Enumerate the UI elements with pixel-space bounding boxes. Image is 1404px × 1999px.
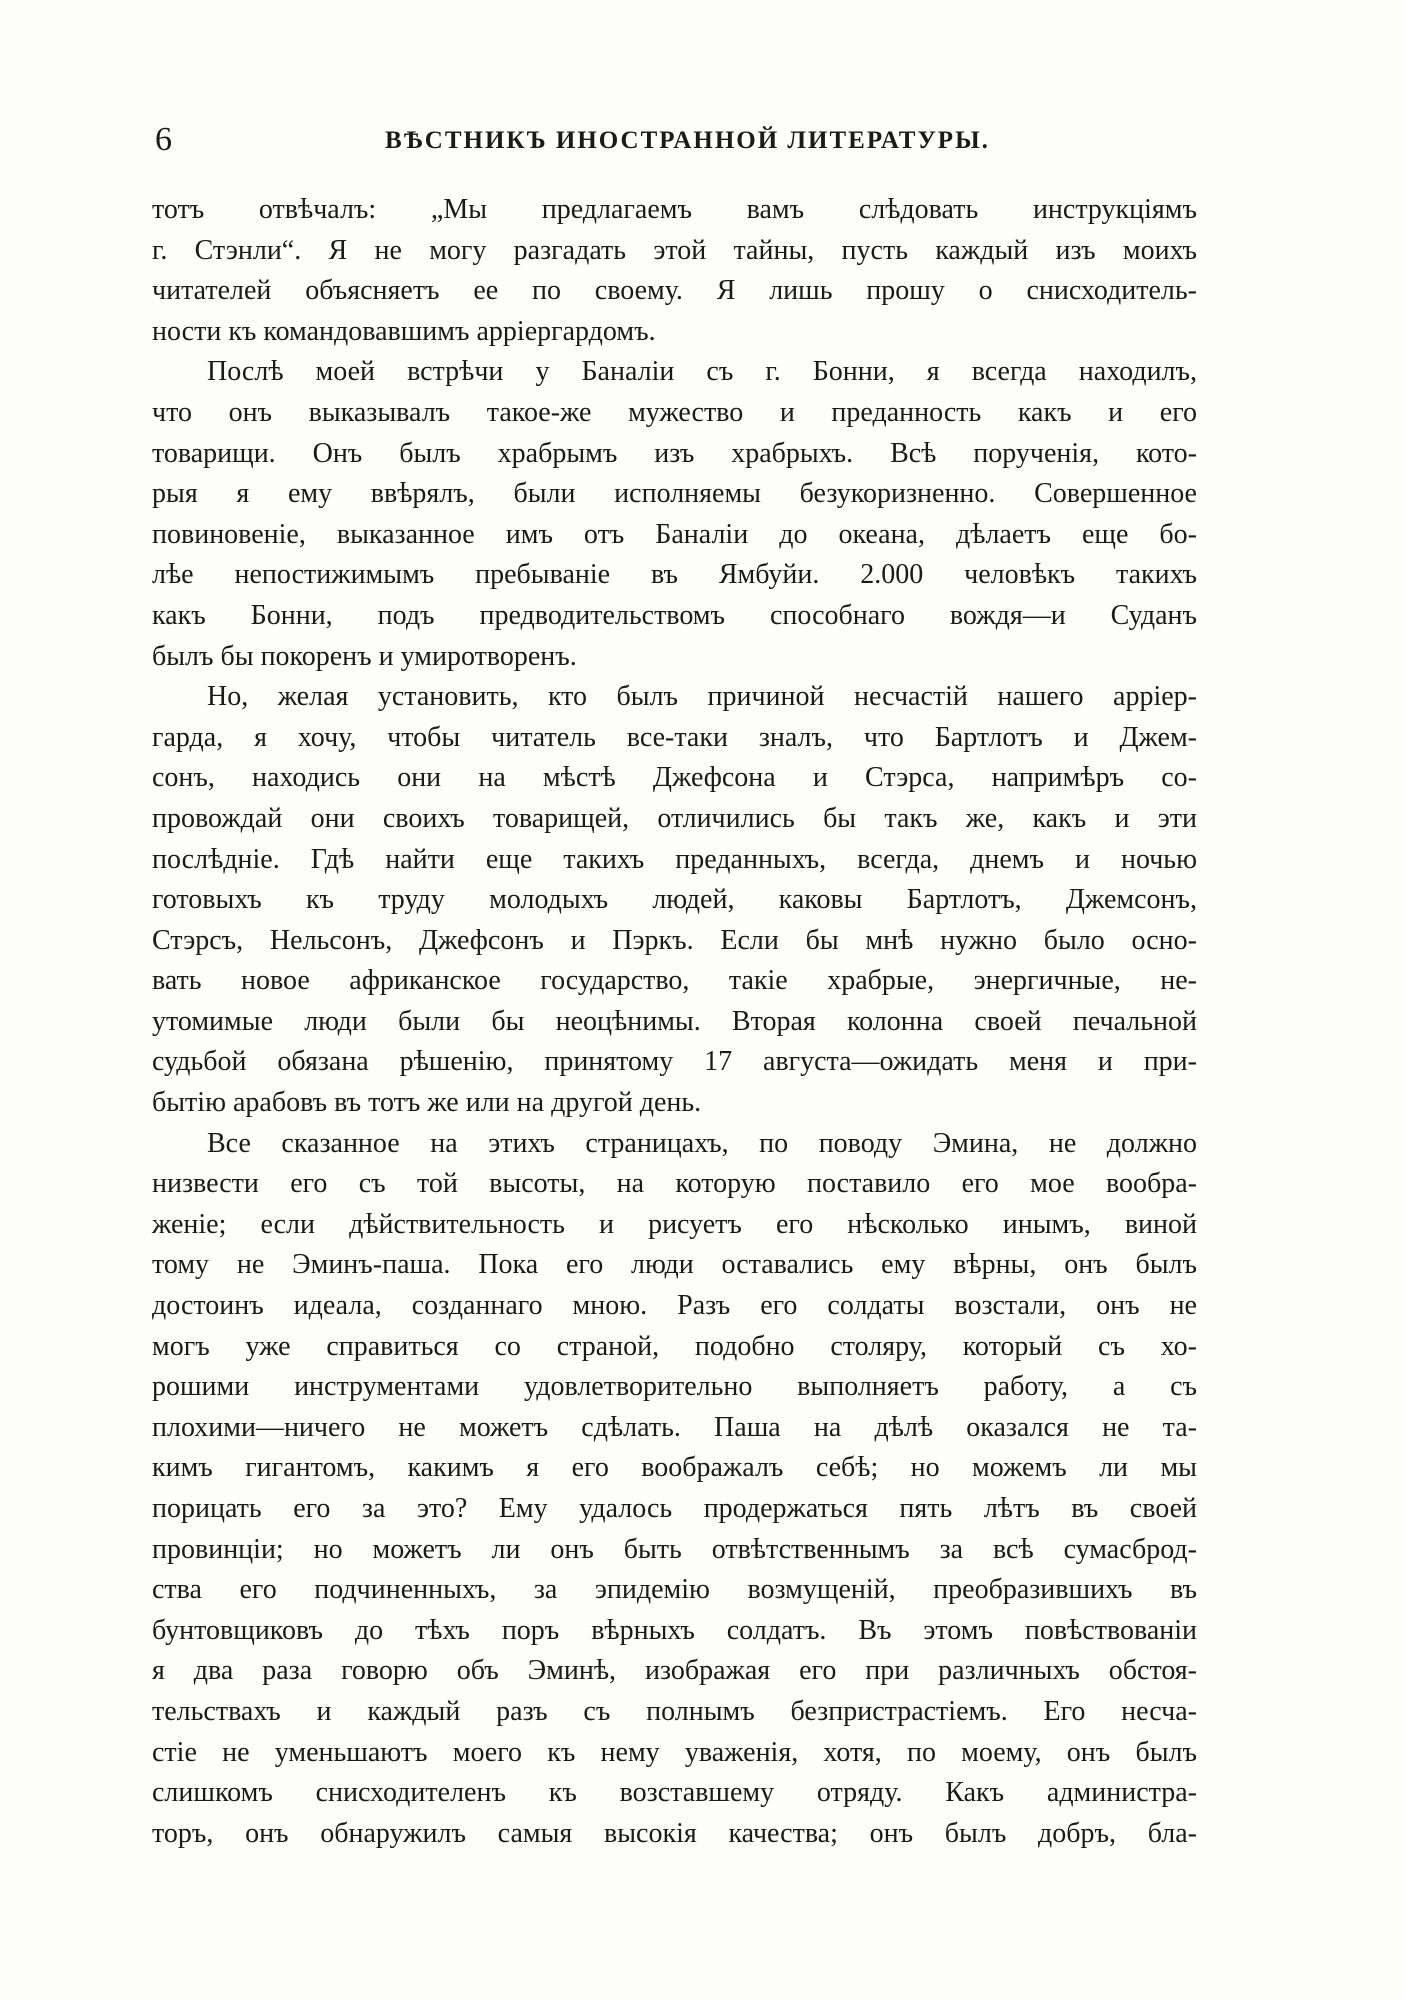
running-title: ВѢСТНИКЪ ИНОСТРАННОЙ ЛИТЕРАТУРЫ. — [385, 127, 990, 154]
text-line: бытію арабовъ въ тотъ же или на другой день. — [152, 1087, 702, 1119]
text-line: тельствахъ и каждый разъ съ полнымъ безпристрастіемъ. Его несча- — [152, 1695, 1197, 1727]
text-line: рыя я ему ввѣрялъ, были исполняемы безукоризненно. Совершенное — [152, 478, 1197, 510]
text-line: торъ, онъ обнаружилъ самыя высокія качества; онъ былъ добръ, бла- — [152, 1817, 1197, 1849]
text-line: утомимые люди были бы неоцѣнимы. Вторая колонна своей печальной — [152, 1005, 1197, 1037]
text-line: бунтовщиковъ до тѣхъ поръ вѣрныхъ солдатъ. Въ этомъ повѣствованіи — [152, 1614, 1197, 1646]
text-line: Но, желая установить, кто былъ причиной несчастій нашего арріер- — [207, 681, 1197, 713]
text-line: Все сказанное на этихъ страницахъ, по поводу Эмина, не должно — [207, 1127, 1197, 1159]
text-line: сонъ, находись они на мѣстѣ Джефсона и Стэрса, напримѣръ со- — [152, 762, 1197, 794]
text-line: былъ бы покоренъ и умиротворенъ. — [152, 640, 577, 672]
text-line: тому не Эминъ-паша. Пока его люди оставались ему вѣрны, онъ былъ — [152, 1249, 1197, 1281]
text-line: я два раза говорю объ Эминѣ, изображая его при различныхъ обстоя- — [152, 1655, 1197, 1687]
text-line: послѣдніе. Гдѣ найти еще такихъ преданныхъ, всегда, днемъ и ночью — [152, 843, 1197, 875]
text-line: судьбой обязана рѣшенію, принятому 17 августа—ожидать меня и при- — [152, 1046, 1197, 1078]
text-line: рошими инструментами удовлетворительно выполняетъ работу, а съ — [152, 1371, 1197, 1403]
page-header — [155, 120, 1195, 160]
page-number: 6 — [155, 121, 172, 158]
text-line: гарда, я хочу, чтобы читатель все-таки зналъ, что Бартлотъ и Джем- — [152, 721, 1197, 753]
text-line: готовыхъ къ труду молодыхъ людей, каковы Бартлотъ, Джемсонъ, — [152, 884, 1197, 916]
text-line: г. Стэнли“. Я не могу разгадать этой тайны, пусть каждый изъ моихъ — [152, 234, 1197, 266]
text-line: Послѣ моей встрѣчи у Баналіи съ г. Бонни, я всегда находилъ, — [207, 356, 1197, 388]
text-line: порицать его за это? Ему удалось продержаться пять лѣтъ въ своей — [152, 1493, 1197, 1524]
body-text — [152, 190, 1197, 1854]
text-line: Стэрсъ, Нельсонъ, Джефсонъ и Пэркъ. Если бы мнѣ нужно было осно- — [152, 924, 1197, 956]
text-line: низвести его съ той высоты, на которую поставило его мое вообра- — [152, 1168, 1197, 1200]
text-line: плохими—ничего не можетъ сдѣлать. Паша на дѣлѣ оказался не та- — [152, 1411, 1197, 1443]
text-line: провождай они своихъ товарищей, отличились бы такъ же, какъ и эти — [152, 802, 1197, 834]
text-line: ства его подчиненныхъ, за эпидемію возмущеній, преобразившихъ въ — [152, 1574, 1197, 1606]
text-line: вать новое африканское государство, такіе храбрые, энергичные, не- — [152, 965, 1197, 997]
text-line: женіе; если дѣйствительность и рисуетъ его нѣсколько инымъ, виной — [152, 1208, 1197, 1240]
text-line: стіе не уменьшаютъ моего къ нему уваженія, хотя, по моему, онъ былъ — [152, 1736, 1197, 1768]
text-line: достоинъ идеала, созданнаго мною. Разъ его солдаты возстали, онъ не — [152, 1290, 1197, 1322]
text-line: ности къ командовавшимъ арріергардомъ. — [152, 315, 656, 347]
text-line: провинціи; но можетъ ли онъ быть отвѣтственнымъ за всѣ сумасброд- — [152, 1533, 1197, 1565]
text-line: повиновеніе, выказанное имъ отъ Баналіи до океана, дѣлаетъ еще бо- — [152, 518, 1197, 550]
text-line: читателей объясняетъ ее по своему. Я лишь прошу о снисходитель- — [152, 275, 1197, 307]
text-line: тотъ отвѣчалъ: „Мы предлагаемъ вамъ слѣдовать инструкціямъ — [152, 194, 1197, 225]
text-line: что онъ выказывалъ такое-же мужество и преданность какъ и его — [152, 396, 1197, 428]
text-line: товарищи. Онъ былъ храбрымъ изъ храбрыхъ. Всѣ порученія, кото- — [152, 437, 1197, 469]
text-line: могъ уже справиться со страной, подобно столяру, который съ хо- — [152, 1330, 1197, 1362]
text-line: лѣе непостижимымъ пребываніе въ Ямбуйи. 2.000 человѣкъ такихъ — [152, 559, 1197, 591]
text-line: какъ Бонни, подъ предводительствомъ способнаго вождя—и Суданъ — [152, 599, 1197, 631]
text-line: кимъ гигантомъ, какимъ я его воображалъ себѣ; но можемъ ли мы — [152, 1452, 1197, 1484]
text-line: слишкомъ снисходителенъ къ возставшему отряду. Какъ администра- — [152, 1777, 1197, 1809]
